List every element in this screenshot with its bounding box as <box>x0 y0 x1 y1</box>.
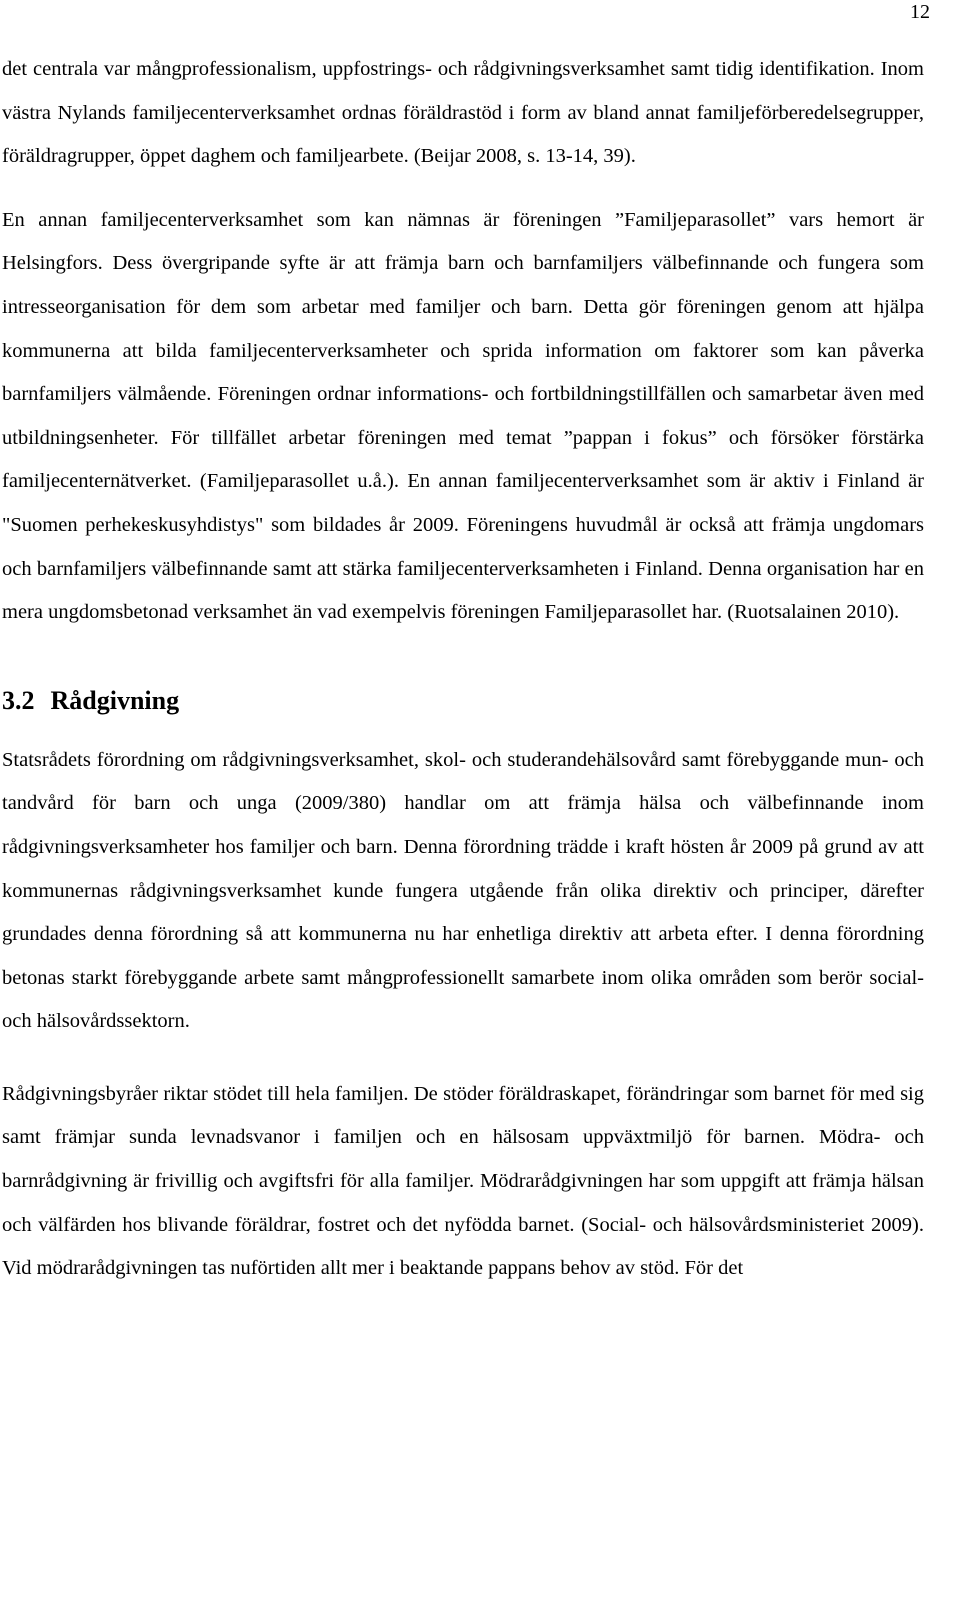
section-title: Rådgivning <box>50 685 180 715</box>
paragraph-radgivningsbyraer: Rådgivningsbyråer riktar stödet till hela familjen. De stöder föräldraskapet, förändringar som barnet för med sig samt främjar sunda levnadsvanor i familjen och en hälsosam uppväxtmiljö för barnen. Mödra- och barnrådgivning är frivillig och avgiftsfri för alla familjer. Mödrarådgivningen har som uppgift att främja hälsan och välfärden hos blivande föräldrar, fostret och det nyfödda barnet. (Social- och hälsovårdsministeriet 2009). Vid mödrarådgivningen tas nuförtiden allt mer i beaktande pappans behov av stöd. För det <box>2 1082 924 1280</box>
paragraph-familjeparasollet: En annan familjecenterverksamhet som kan nämnas är föreningen ”Familjeparasollet” vars hemort är Helsingfors. Dess övergripande syfte är att främja barn och barnfamiljers välbefinnande och fungera som intresseorganisation för dem som arbetar med familjer och barn. Detta gör föreningen genom att hjälpa kommunerna att bilda familjecenterverksamheter och sprida information om faktorer som kan påverka barnfamiljers välmående. Föreningen ordnar informations- och fortbildningstillfällen och samarbetar även med utbildningsenheter. För tillfället arbetar föreningen med temat ”pappan i fokus” och försöker förstärka familjecenternätverket. (Familjeparasollet u.å.). En annan familjecenterverksamhet som är aktiv i Finland är "Suomen perhekeskusyhdistys" som bildades år 2009. Föreningens huvudmål är också att främja ungdomars och barnfamiljers välbefinnande samt att stärka familjecenterverksamheten i Finland. Denna organisation har en mera ungdomsbetonad verksamhet än vad exempelvis föreningen Familjeparasollet har. (Ruotsalainen 2010). <box>2 208 924 624</box>
document-body <box>2 48 924 1291</box>
section-number: 3.2 <box>2 685 35 715</box>
section-heading <box>2 681 924 721</box>
paragraph-family-center-west-nyland: det centrala var mångprofessionalism, uppfostrings- och rådgivningsverksamhet samt tidig identifikation. Inom västra Nylands familjecenterverksamhet ordnas föräldrastöd i form av bland annat familjeförberedelsegrupper, föräldragrupper, öppet daghem och familjearbete. (Beijar 2008, s. 13-14, 39). <box>2 58 924 168</box>
page-number: 12 <box>910 1 930 23</box>
paragraph-statsradets-forordning: Statsrådets förordning om rådgivningsverksamhet, skol- och studerandehälsovård samt förebyggande mun- och tandvård för barn och unga (2009/380) handlar om att främja hälsa och välbefinnande inom rådgivningsverksamheter hos familjer och barn. Denna förordning trädde i kraft hösten år 2009 på grund av att kommunernas rådgivningsverksamhet kunde fungera utgående från olika direktiv och principer, därefter grundades denna förordning så att kommunerna nu har enhetliga direktiv att arbeta efter. I denna förordning betonas starkt förebyggande arbete samt mångprofessionellt samarbete inom olika områden som berör social- och hälsovårdssektorn. <box>2 748 924 1033</box>
